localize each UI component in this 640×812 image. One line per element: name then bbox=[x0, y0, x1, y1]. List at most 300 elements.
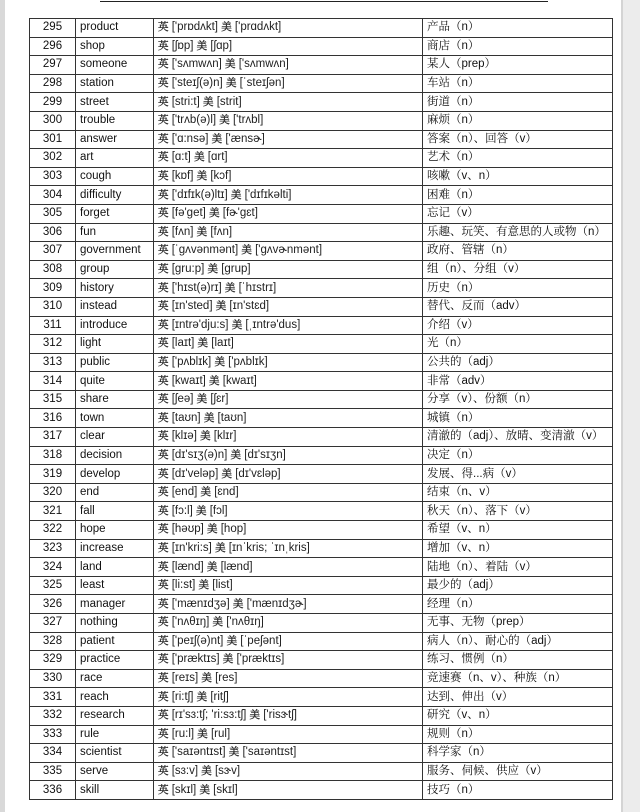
table-row bbox=[30, 595, 613, 614]
us-phonetic: ['saɪəntɪst] bbox=[242, 746, 297, 759]
word-text: instead bbox=[76, 297, 154, 316]
meaning-text: 分享（v）、份额（n） bbox=[423, 390, 613, 409]
us-label: 美 bbox=[198, 579, 210, 592]
word-number: 317 bbox=[30, 428, 76, 447]
word-text: end bbox=[76, 483, 154, 502]
phonetic-cell bbox=[154, 111, 423, 130]
word-number: 326 bbox=[30, 595, 76, 614]
uk-label: 英 bbox=[158, 411, 169, 424]
scrollbar-track[interactable] bbox=[621, 0, 640, 812]
word-number: 323 bbox=[30, 539, 76, 558]
meaning-text: 城镇（n） bbox=[423, 409, 613, 428]
word-number: 308 bbox=[30, 260, 76, 279]
us-label: 美 bbox=[196, 690, 208, 703]
table-row bbox=[30, 669, 613, 688]
word-number: 325 bbox=[30, 576, 76, 595]
phonetic-cell bbox=[154, 353, 423, 372]
word-text: forget bbox=[76, 204, 154, 223]
table-row bbox=[30, 74, 613, 93]
us-label: 美 bbox=[226, 634, 238, 647]
uk-label: 英 bbox=[158, 132, 169, 145]
uk-phonetic: [end] bbox=[171, 486, 198, 499]
us-label: 美 bbox=[196, 504, 207, 517]
us-label: 美 bbox=[196, 39, 208, 52]
uk-label: 英 bbox=[158, 21, 169, 34]
word-text: answer bbox=[76, 130, 154, 149]
meaning-text: 病人（n）、耐心的（adj） bbox=[423, 632, 613, 651]
word-text: quite bbox=[76, 372, 154, 391]
uk-label: 英 bbox=[158, 170, 169, 183]
word-number: 313 bbox=[30, 353, 76, 372]
word-text: scientist bbox=[76, 744, 154, 763]
table-row bbox=[30, 632, 613, 651]
table-row bbox=[30, 688, 613, 707]
uk-label: 英 bbox=[158, 355, 169, 368]
phonetic-cell bbox=[154, 688, 423, 707]
word-text: history bbox=[76, 279, 154, 298]
meaning-text: 光（n） bbox=[423, 335, 613, 354]
us-phonetic: [fɔl] bbox=[209, 504, 228, 517]
uk-label: 英 bbox=[158, 77, 169, 90]
meaning-text: 希望（v、n） bbox=[423, 521, 613, 540]
table-row bbox=[30, 521, 613, 540]
phonetic-cell bbox=[154, 93, 423, 112]
table-row bbox=[30, 204, 613, 223]
table-row bbox=[30, 316, 613, 335]
meaning-text: 历史（n） bbox=[423, 279, 613, 298]
uk-label: 英 bbox=[158, 114, 169, 127]
us-phonetic: [ʃɑp] bbox=[210, 39, 233, 52]
uk-phonetic: ['ɑ:nsə] bbox=[171, 132, 209, 145]
us-phonetic: ['pʌblɪk] bbox=[228, 355, 268, 368]
us-phonetic: [ˈpeʃənt] bbox=[240, 634, 282, 647]
table-row bbox=[30, 111, 613, 130]
us-label: 美 bbox=[196, 393, 208, 406]
us-label: 美 bbox=[207, 523, 218, 536]
phonetic-cell bbox=[154, 186, 423, 205]
word-number: 316 bbox=[30, 409, 76, 428]
meaning-text: 麻烦（n） bbox=[423, 111, 613, 130]
phonetic-cell bbox=[154, 595, 423, 614]
word-number: 311 bbox=[30, 316, 76, 335]
meaning-text: 组（n）、分组（v） bbox=[423, 260, 613, 279]
word-number: 336 bbox=[30, 781, 76, 800]
phonetic-cell bbox=[154, 56, 423, 75]
table-row bbox=[30, 706, 613, 725]
us-label: 美 bbox=[197, 727, 208, 740]
word-text: product bbox=[76, 19, 154, 38]
meaning-text: 练习、惯例（n） bbox=[423, 651, 613, 670]
word-number: 300 bbox=[30, 111, 76, 130]
us-phonetic: ['trʌbl] bbox=[232, 114, 264, 127]
us-phonetic: ['præktɪs] bbox=[236, 653, 285, 666]
uk-phonetic: [klɪə] bbox=[171, 430, 197, 443]
uk-phonetic: [fɔ:l] bbox=[171, 504, 193, 517]
uk-phonetic: ['hɪst(ə)rɪ] bbox=[171, 281, 222, 294]
word-number: 303 bbox=[30, 167, 76, 186]
meaning-text: 政府、管辖（n） bbox=[423, 242, 613, 261]
word-number: 324 bbox=[30, 558, 76, 577]
meaning-text: 咳嗽（v、n） bbox=[423, 167, 613, 186]
word-number: 298 bbox=[30, 74, 76, 93]
meaning-text: 规则（n） bbox=[423, 725, 613, 744]
us-label: 美 bbox=[207, 263, 219, 276]
uk-label: 英 bbox=[158, 281, 169, 294]
phonetic-cell bbox=[154, 706, 423, 725]
us-phonetic: [fɚ'gɛt] bbox=[222, 207, 258, 220]
word-number: 307 bbox=[30, 242, 76, 261]
uk-phonetic: ['mænɪdʒə] bbox=[171, 597, 230, 610]
uk-label: 英 bbox=[158, 579, 169, 592]
us-label: 美 bbox=[249, 709, 261, 722]
us-phonetic: ['nʌθɪŋ] bbox=[226, 616, 264, 629]
uk-phonetic: [taʊn] bbox=[171, 411, 201, 424]
table-row bbox=[30, 483, 613, 502]
page-edge bbox=[621, 0, 623, 812]
uk-phonetic: [gru:p] bbox=[171, 263, 205, 276]
uk-phonetic: [ri:tʃ] bbox=[171, 690, 194, 703]
uk-label: 英 bbox=[158, 783, 169, 796]
us-label: 美 bbox=[221, 21, 232, 34]
phonetic-cell bbox=[154, 632, 423, 651]
table-row bbox=[30, 781, 613, 800]
word-number: 309 bbox=[30, 279, 76, 298]
uk-label: 英 bbox=[158, 690, 169, 703]
meaning-text: 技巧（n） bbox=[423, 781, 613, 800]
meaning-text: 发展、得...病（v） bbox=[423, 465, 613, 484]
us-phonetic: ['ænsɚ] bbox=[225, 132, 265, 145]
meaning-text: 研究（v、n） bbox=[423, 706, 613, 725]
uk-phonetic: [ru:l] bbox=[171, 727, 195, 740]
us-phonetic: [dɪ'sɪʒn] bbox=[244, 448, 286, 461]
us-phonetic: [klɪr] bbox=[213, 430, 237, 443]
header-rule bbox=[100, 1, 548, 2]
uk-phonetic: [ˈgʌvənmənt] bbox=[171, 244, 239, 257]
table-row bbox=[30, 390, 613, 409]
uk-label: 英 bbox=[158, 225, 169, 238]
uk-phonetic: [dɪ'veləp] bbox=[171, 467, 219, 480]
uk-label: 英 bbox=[158, 188, 169, 201]
us-label: 美 bbox=[197, 337, 209, 350]
us-label: 美 bbox=[209, 374, 220, 387]
uk-label: 英 bbox=[158, 58, 169, 71]
meaning-text: 清澈的（adj）、放晴、变清澈（v） bbox=[423, 428, 613, 447]
us-phonetic: [strit] bbox=[216, 95, 242, 108]
uk-label: 英 bbox=[158, 560, 169, 573]
meaning-text: 某人（prep） bbox=[423, 56, 613, 75]
word-number: 304 bbox=[30, 186, 76, 205]
word-text: reach bbox=[76, 688, 154, 707]
meaning-text: 最少的（adj） bbox=[423, 576, 613, 595]
word-text: skill bbox=[76, 781, 154, 800]
uk-label: 英 bbox=[158, 765, 169, 778]
table-row bbox=[30, 19, 613, 38]
phonetic-cell bbox=[154, 669, 423, 688]
meaning-text: 竞速赛（n、v）、种族（n） bbox=[423, 669, 613, 688]
meaning-text: 公共的（adj） bbox=[423, 353, 613, 372]
uk-phonetic: ['steɪʃ(ə)n] bbox=[171, 77, 223, 90]
uk-phonetic: [dɪ'sɪʒ(ə)n] bbox=[171, 448, 228, 461]
word-number: 331 bbox=[30, 688, 76, 707]
word-number: 296 bbox=[30, 37, 76, 56]
phonetic-cell bbox=[154, 409, 423, 428]
uk-phonetic: ['sʌmwʌn] bbox=[171, 58, 222, 71]
table-row bbox=[30, 260, 613, 279]
word-text: least bbox=[76, 576, 154, 595]
uk-phonetic: [sɜ:v] bbox=[171, 765, 199, 778]
us-label: 美 bbox=[241, 244, 252, 257]
phonetic-cell bbox=[154, 465, 423, 484]
word-number: 297 bbox=[30, 56, 76, 75]
us-phonetic: ['dɪfɪkəlti] bbox=[244, 188, 292, 201]
word-text: research bbox=[76, 706, 154, 725]
phonetic-cell bbox=[154, 260, 423, 279]
us-label: 美 bbox=[231, 318, 243, 331]
table-row bbox=[30, 130, 613, 149]
uk-label: 英 bbox=[158, 746, 169, 759]
us-label: 美 bbox=[194, 151, 205, 164]
uk-phonetic: [ʃeə] bbox=[171, 393, 194, 406]
us-label: 美 bbox=[230, 188, 242, 201]
us-label: 美 bbox=[203, 411, 215, 424]
us-label: 美 bbox=[199, 783, 210, 796]
table-row bbox=[30, 576, 613, 595]
uk-label: 英 bbox=[158, 653, 169, 666]
us-label: 美 bbox=[222, 653, 234, 666]
uk-label: 英 bbox=[158, 318, 169, 331]
table-row bbox=[30, 353, 613, 372]
word-text: fun bbox=[76, 223, 154, 242]
uk-label: 英 bbox=[158, 244, 169, 257]
word-number: 315 bbox=[30, 390, 76, 409]
table-row bbox=[30, 744, 613, 763]
meaning-text: 艺术（n） bbox=[423, 149, 613, 168]
phonetic-cell bbox=[154, 502, 423, 521]
uk-label: 英 bbox=[158, 616, 169, 629]
word-number: 334 bbox=[30, 744, 76, 763]
us-phonetic: [dɪ'vɛləp] bbox=[235, 467, 281, 480]
us-phonetic: ['mænɪdʒɚ] bbox=[246, 597, 307, 610]
word-number: 301 bbox=[30, 130, 76, 149]
us-phonetic: [kɔf] bbox=[210, 170, 232, 183]
table-row bbox=[30, 186, 613, 205]
us-label: 美 bbox=[225, 77, 237, 90]
table-row bbox=[30, 242, 613, 261]
uk-phonetic: ['pʌblɪk] bbox=[171, 355, 212, 368]
table-row bbox=[30, 558, 613, 577]
us-label: 美 bbox=[200, 486, 211, 499]
meaning-text: 产品（n） bbox=[423, 19, 613, 38]
phonetic-cell bbox=[154, 130, 423, 149]
word-number: 329 bbox=[30, 651, 76, 670]
phonetic-cell bbox=[154, 614, 423, 633]
table-row bbox=[30, 762, 613, 781]
word-text: increase bbox=[76, 539, 154, 558]
meaning-text: 替代、反而（adv） bbox=[423, 297, 613, 316]
us-phonetic: ['gʌvɚnmənt] bbox=[255, 244, 323, 257]
table-row bbox=[30, 409, 613, 428]
us-label: 美 bbox=[201, 765, 212, 778]
us-phonetic: [ˈhɪstrɪ] bbox=[238, 281, 277, 294]
us-phonetic: [ɪnˈkris; ˈɪnˌkris] bbox=[228, 541, 310, 554]
meaning-text: 秋天（n）、落下（v） bbox=[423, 502, 613, 521]
table-row bbox=[30, 93, 613, 112]
word-number: 320 bbox=[30, 483, 76, 502]
word-number: 330 bbox=[30, 669, 76, 688]
us-label: 美 bbox=[209, 207, 220, 220]
meaning-text: 经理（n） bbox=[423, 595, 613, 614]
us-phonetic: [ˌɪntrə'dus] bbox=[245, 318, 301, 331]
us-phonetic: [ɪn'stɛd] bbox=[229, 300, 270, 313]
meaning-text: 陆地（n）、着陆（v） bbox=[423, 558, 613, 577]
us-phonetic: [ʃɛr] bbox=[210, 393, 229, 406]
uk-label: 英 bbox=[158, 300, 169, 313]
us-phonetic: [ɑrt] bbox=[207, 151, 228, 164]
word-number: 318 bbox=[30, 446, 76, 465]
meaning-text: 困难（n） bbox=[423, 186, 613, 205]
table-row bbox=[30, 223, 613, 242]
word-number: 335 bbox=[30, 762, 76, 781]
phonetic-cell bbox=[154, 558, 423, 577]
meaning-text: 车站（n） bbox=[423, 74, 613, 93]
uk-label: 英 bbox=[158, 374, 169, 387]
us-phonetic: [kwaɪt] bbox=[222, 374, 257, 387]
us-label: 美 bbox=[230, 448, 242, 461]
us-label: 美 bbox=[211, 132, 223, 145]
phonetic-cell bbox=[154, 204, 423, 223]
uk-phonetic: [fʌn] bbox=[171, 225, 194, 238]
word-text: art bbox=[76, 149, 154, 168]
us-phonetic: [taʊn] bbox=[217, 411, 247, 424]
word-text: public bbox=[76, 353, 154, 372]
phonetic-cell bbox=[154, 242, 423, 261]
us-label: 美 bbox=[201, 672, 212, 685]
word-number: 299 bbox=[30, 93, 76, 112]
phonetic-cell bbox=[154, 37, 423, 56]
uk-phonetic: [kwaɪt] bbox=[171, 374, 206, 387]
uk-label: 英 bbox=[158, 207, 169, 220]
word-text: cough bbox=[76, 167, 154, 186]
table-row bbox=[30, 279, 613, 298]
us-label: 美 bbox=[206, 560, 218, 573]
word-text: practice bbox=[76, 651, 154, 670]
meaning-text: 街道（n） bbox=[423, 93, 613, 112]
us-label: 美 bbox=[224, 281, 236, 294]
uk-phonetic: [ɑ:t] bbox=[171, 151, 191, 164]
uk-phonetic: ['dɪfɪk(ə)ltɪ] bbox=[171, 188, 228, 201]
meaning-text: 答案（n）、回答（v） bbox=[423, 130, 613, 149]
word-number: 319 bbox=[30, 465, 76, 484]
us-phonetic: [grup] bbox=[221, 263, 251, 276]
uk-phonetic: [lænd] bbox=[171, 560, 204, 573]
uk-label: 英 bbox=[158, 337, 169, 350]
uk-phonetic: ['peɪʃ(ə)nt] bbox=[171, 634, 224, 647]
word-number: 333 bbox=[30, 725, 76, 744]
uk-label: 英 bbox=[158, 709, 169, 722]
vocabulary-table bbox=[29, 18, 613, 800]
word-text: develop bbox=[76, 465, 154, 484]
uk-label: 英 bbox=[158, 523, 169, 536]
meaning-text: 增加（v、n） bbox=[423, 539, 613, 558]
word-text: introduce bbox=[76, 316, 154, 335]
word-text: light bbox=[76, 335, 154, 354]
phonetic-cell bbox=[154, 74, 423, 93]
us-phonetic: [skɪl] bbox=[213, 783, 238, 796]
word-text: station bbox=[76, 74, 154, 93]
table-row bbox=[30, 167, 613, 186]
word-text: street bbox=[76, 93, 154, 112]
us-phonetic: [lænd] bbox=[220, 560, 253, 573]
table-row bbox=[30, 465, 613, 484]
uk-phonetic: ['præktɪs] bbox=[171, 653, 220, 666]
phonetic-cell bbox=[154, 149, 423, 168]
word-text: hope bbox=[76, 521, 154, 540]
meaning-text: 忘记（v） bbox=[423, 204, 613, 223]
uk-phonetic: ['trʌb(ə)l] bbox=[171, 114, 217, 127]
word-number: 328 bbox=[30, 632, 76, 651]
table-row bbox=[30, 297, 613, 316]
uk-phonetic: [həʊp] bbox=[171, 523, 204, 536]
word-text: rule bbox=[76, 725, 154, 744]
table-row bbox=[30, 539, 613, 558]
uk-phonetic: [ʃɒp] bbox=[171, 39, 194, 52]
word-number: 312 bbox=[30, 335, 76, 354]
uk-label: 英 bbox=[158, 504, 169, 517]
us-phonetic: ['prɑdʌkt] bbox=[234, 21, 282, 34]
uk-label: 英 bbox=[158, 39, 169, 52]
us-label: 美 bbox=[228, 746, 240, 759]
uk-label: 英 bbox=[158, 467, 169, 480]
us-phonetic: [list] bbox=[212, 579, 233, 592]
uk-phonetic: ['prɒdʌkt] bbox=[171, 21, 219, 34]
uk-label: 英 bbox=[158, 597, 169, 610]
word-number: 322 bbox=[30, 521, 76, 540]
phonetic-cell bbox=[154, 372, 423, 391]
uk-phonetic: [ɪn'sted] bbox=[171, 300, 213, 313]
phonetic-cell bbox=[154, 521, 423, 540]
meaning-text: 决定（n） bbox=[423, 446, 613, 465]
word-text: government bbox=[76, 242, 154, 261]
word-text: patient bbox=[76, 632, 154, 651]
word-text: manager bbox=[76, 595, 154, 614]
uk-phonetic: ['nʌθɪŋ] bbox=[171, 616, 210, 629]
us-phonetic: [ˈsteɪʃən] bbox=[239, 77, 285, 90]
word-text: fall bbox=[76, 502, 154, 521]
us-phonetic: [res] bbox=[215, 672, 238, 685]
word-text: someone bbox=[76, 56, 154, 75]
uk-phonetic: [ɪn'kri:s] bbox=[171, 541, 212, 554]
word-text: serve bbox=[76, 762, 154, 781]
phonetic-cell bbox=[154, 297, 423, 316]
meaning-text: 无事、无物（prep） bbox=[423, 614, 613, 633]
us-label: 美 bbox=[232, 597, 244, 610]
phonetic-cell bbox=[154, 428, 423, 447]
us-phonetic: ['sʌmwʌn] bbox=[238, 58, 289, 71]
uk-label: 英 bbox=[158, 95, 169, 108]
word-text: difficulty bbox=[76, 186, 154, 205]
word-text: shop bbox=[76, 37, 154, 56]
us-label: 美 bbox=[212, 616, 224, 629]
phonetic-cell bbox=[154, 539, 423, 558]
word-number: 310 bbox=[30, 297, 76, 316]
meaning-text: 非常（adv） bbox=[423, 372, 613, 391]
uk-phonetic: [reɪs] bbox=[171, 672, 199, 685]
word-number: 306 bbox=[30, 223, 76, 242]
uk-label: 英 bbox=[158, 541, 169, 554]
phonetic-cell bbox=[154, 725, 423, 744]
us-label: 美 bbox=[225, 58, 236, 71]
meaning-text: 介绍（v） bbox=[423, 316, 613, 335]
